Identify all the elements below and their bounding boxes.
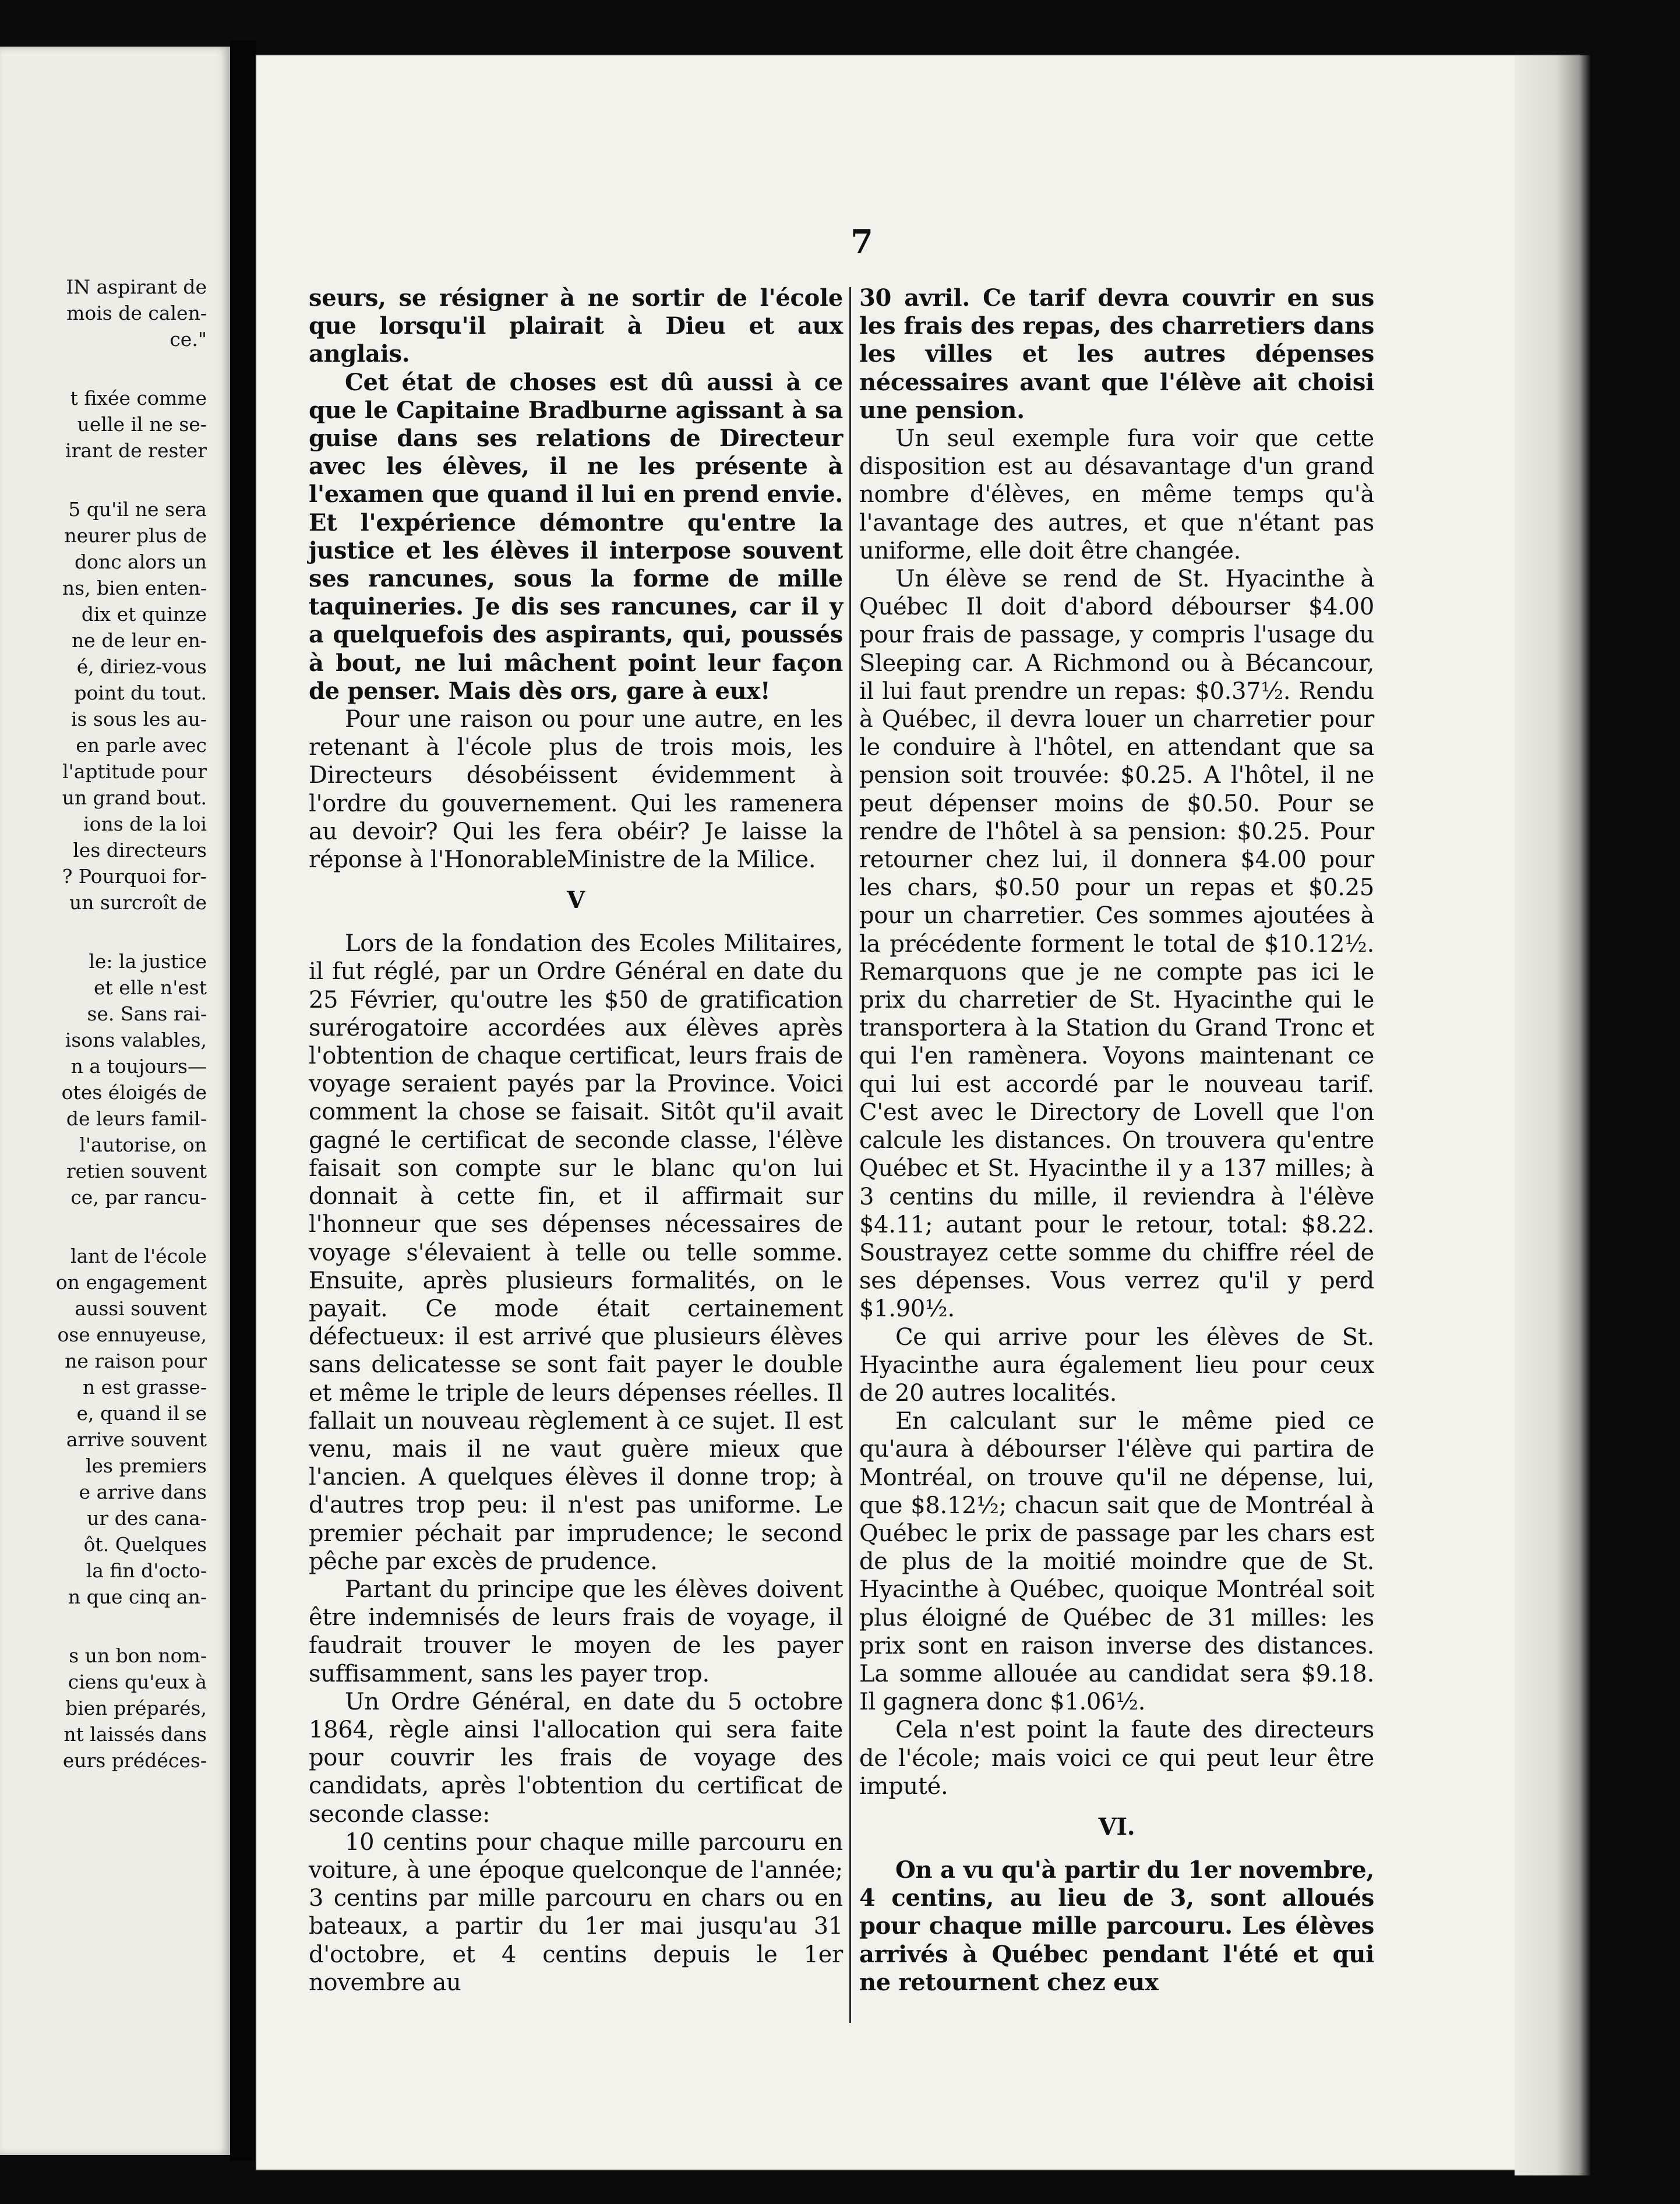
left-page-fragment [0,47,230,2155]
paragraph: On a vu qu'à partir du 1er novembre, 4 centins, au lieu de 3, sont alloués pour chaque mille parcouru. Les élèves arrivés à Québec pendant l'été et qui ne retournent chez eux [859,1856,1374,1996]
paragraph: En calculant sur le même pied ce qu'aura à débourser l'élève qui partira de Montréal, on trouve qu'il ne dépense, lui, que $8.12½; chacun sait que de Montréal à Québec le prix de passage par les chars est de plus de la moitié moindre que de St. Hyacinthe à Québec, quoique Montréal soit plus éloigné de Québec de 31 milles: les prix sont en raison inverse des distances. La somme allouée au candidat sera $9.18. Il gagnera donc $1.06½. [859,1408,1374,1716]
paragraph: Un seul exemple fura voir que cette disposition est au désavantage d'un grand nombre d'élèves, en même temps qu'à l'avantage des autres, et que n'étant pas uniforme, elle doit être changée. [859,425,1374,564]
left-page-line: ciens qu'eux à [68,1670,207,1693]
left-page-lines [0,274,207,1774]
left-page-line: dix et quinze [81,603,207,626]
left-page-gap [0,1610,207,1643]
left-page-line: ce, par rancu- [70,1186,207,1209]
left-page-line: point du tout. [74,681,207,704]
left-page-line: arrive souvent [66,1428,207,1451]
left-page-gap [0,352,207,385]
left-page-line: IN aspirant de [66,276,207,298]
paragraph: Cet état de choses est dû aussi à ce que le Capitaine Bradburne agissant à sa guise dans ses relations de Directeur avec les élèves, il ne les présente à l'examen que quand il lui en prend envie. Et l'expérience démontre qu'entre la justice et les élèves il interpose souvent ses rancunes, sous la forme de mille taquineries. Je dis ses rancunes, car il y a quelquefois des aspirants, qui, poussés à bout, ne lui mâchent point leur façon de penser. Mais dès ors, gare à eux! [309,368,843,705]
left-page-line: is sous les au- [70,708,207,730]
paragraph: Un élève se rend de St. Hyacinthe à Québec Il doit d'abord débourser $4.00 pour frais de passage, y compris l'usage du Sleeping car. A Richmond ou à Bécancour, il lui faut prendre un repas: $0.37½. Rendu à Québec, il devra louer un charretier pour le conduire à l'hôtel, en attendant que sa pension soit trouvée: $0.25. A l'hôtel, il ne peut dépenser moins de $0.50. Pour se rendre de l'hôtel à sa pension: $0.25. Pour retourner chez lui, il donnera $4.00 pour les chars, $0.50 pour un repas et $0.25 pour un charretier. Ces sommes ajoutées à la précédente forment le total de $10.12½. Remarquons que je ne compte pas ici le prix du charretier de St. Hyacinthe qui le transportera à la Station du Grand Tronc et qui l'en ramènera. Voyons maintenant ce qui lui est accordé par le nouveau tarif. C'est avec le Directory de Lovell que l'on calcule les distances. On trouvera qu'entre Québec et St. Hyacinthe il y a 137 milles; à 3 centins du mille, il reviendra à l'élève $4.11; autant pour le retour, total: $8.22. Soustrayez cette somme du chiffre réel de ses dépenses. Vous verrez qu'il y perd $1.90½. [859,566,1374,1323]
left-page-line: bien préparés, [65,1697,207,1719]
left-page-line: un grand bout. [62,786,207,809]
left-page-line: l'aptitude pour [62,760,207,783]
left-page-line: 5 qu'il ne sera [68,498,207,521]
column-divider [849,287,851,2023]
left-page-line: donc alors un [74,550,207,573]
left-page-line: ne de leur en- [72,629,207,652]
left-page-line: la fin d'octo- [86,1559,207,1582]
left-page-line: ns, bien enten- [62,577,207,599]
paragraph: 30 avril. Ce tarif devra couvrir en sus les frais des repas, des charretiers dans les villes et les autres dépenses nécessaires avant que l'élève ait choisi une pension. [859,284,1374,424]
paragraph: Partant du principe que les élèves doivent être indemnisés de leurs frais de voyage, il faudrait trouver le moyen de les payer suffisamment, sans les payer trop. [309,1576,843,1687]
page-number: 7 [850,222,873,261]
left-page-line: ions de la loi [83,813,207,835]
section-heading: VI. [1098,1813,1135,1841]
left-page-line: s un bon nom- [69,1644,207,1667]
left-page-line: ce." [170,328,207,351]
left-page-line: ur des cana- [87,1507,207,1530]
left-page-line: isons valables, [65,1029,207,1051]
left-page-line: ôt. Quelques [83,1533,207,1556]
text-column-right [859,284,1374,1997]
left-page-line: t fixée comme [70,387,207,409]
left-page-line: se. Sans rai- [87,1002,207,1025]
paragraph: Ce qui arrive pour les élèves de St. Hyacinthe aura également lieu pour ceux de 20 autres localités. [859,1323,1374,1407]
left-page-line: les directeurs [73,839,207,861]
left-page-line: et elle n'est [94,976,207,999]
left-page-line: le: la justice [89,950,207,973]
left-page-line: mois de calen- [66,302,207,324]
left-page-line: eurs prédéces- [62,1749,207,1772]
left-page-line: n a toujours— [70,1055,207,1078]
left-page-line: uelle il ne se- [77,413,207,436]
left-page-line: otes éloigés de [61,1081,207,1104]
left-page-line: n est grasse- [82,1376,207,1398]
left-page-line: les premiers [85,1454,207,1477]
left-page-gap [0,916,207,948]
left-page-line: retien souvent [66,1160,207,1182]
left-page-line: en parle avec [76,734,207,757]
left-page-gap [0,1210,207,1243]
left-page-line: irant de rester [65,439,207,462]
paragraph: 10 centins pour chaque mille parcouru en voiture, à une époque quelconque de l'année; 3 centins par mille parcouru en chars ou en bateaux, a partir du 1er mai jusqu'au 31 d'octobre, et 4 centins depuis le 1er novembre au [309,1828,843,1996]
left-page-line: n que cinq an- [68,1585,207,1608]
left-page-line: ose ennuyeuse, [57,1323,207,1346]
left-page-line: aussi souvent [75,1297,207,1320]
left-page-line: é, diriez-vous [76,655,207,678]
left-page-line: lant de l'école [70,1245,207,1267]
paragraph: Cela n'est point la faute des directeurs de l'école; mais voici ce qui peut leur être imputé. [859,1716,1374,1800]
left-page-line: de leurs famil- [66,1107,207,1130]
page-edge [1515,55,1590,2175]
book-gutter [230,41,256,2161]
section-heading: V [567,886,585,914]
left-page-line: e, quand il se [76,1402,207,1425]
text-column-left [309,284,843,1997]
left-page-gap [0,464,207,496]
left-page-line: nt laissés dans [63,1723,207,1746]
left-page-line: un surcroît de [69,891,207,914]
left-page-line: e arrive dans [79,1481,207,1503]
left-page-line: on engagement [55,1271,207,1294]
paragraph: Un Ordre Général, en date du 5 octobre 1864, règle ainsi l'allocation qui sera faite pour couvrir les frais de voyage des candidats, après l'obtention du certificat de seconde classe: [309,1688,843,1828]
left-page-line: ? Pourquoi for- [62,865,207,888]
paragraph: seurs, se résigner à ne sortir de l'école que lorsqu'il plairait à Dieu et aux anglais. [309,284,843,368]
paragraph: Pour une raison ou pour une autre, en les retenant à l'école plus de trois mois, les Directeurs désobéissent évidemment à l'ordre du gouvernement. Qui les ramenera au devoir? Qui les fera obéir? Je laisse la réponse à l'HonorableMinistre de la Milice. [309,706,843,874]
paragraph: Lors de la fondation des Ecoles Militaires, il fut réglé, par un Ordre Général en date du 25 Février, qu'outre les $50 de gratification surérogatoire accordées aux élèves après l'obtention de chaque certificat, leurs frais de voyage seraient payés par la Province. Voici comment la chose se faisait. Sitôt qu'il avait gagné le certificat de seconde classe, l'élève faisait son compte sur le blanc qu'on lui donnait à cette fin, et il affirmait sur l'honneur que ses dépenses nécessaires de voyage s'élevaient à telle ou telle somme. Ensuite, après plusieurs formalités, on le payait. Ce mode était certainement défectueux: il est arrivé que plusieurs élèves sans delicatesse se sont fait payer le double et même le triple de leurs dépenses réelles. Il fallait un nouveau règlement à ce sujet. Il est venu, mais il ne vaut guère mieux que l'ancien. A quelques élèves il donne trop; à d'autres trop peu: il n'est pas uniforme. Le premier péchait par imprudence; le second pêche par excès de prudence. [309,930,843,1575]
left-page-line: neurer plus de [64,524,207,547]
left-page-line: l'autorise, on [79,1133,207,1156]
left-page-line: ne raison pour [65,1350,207,1372]
